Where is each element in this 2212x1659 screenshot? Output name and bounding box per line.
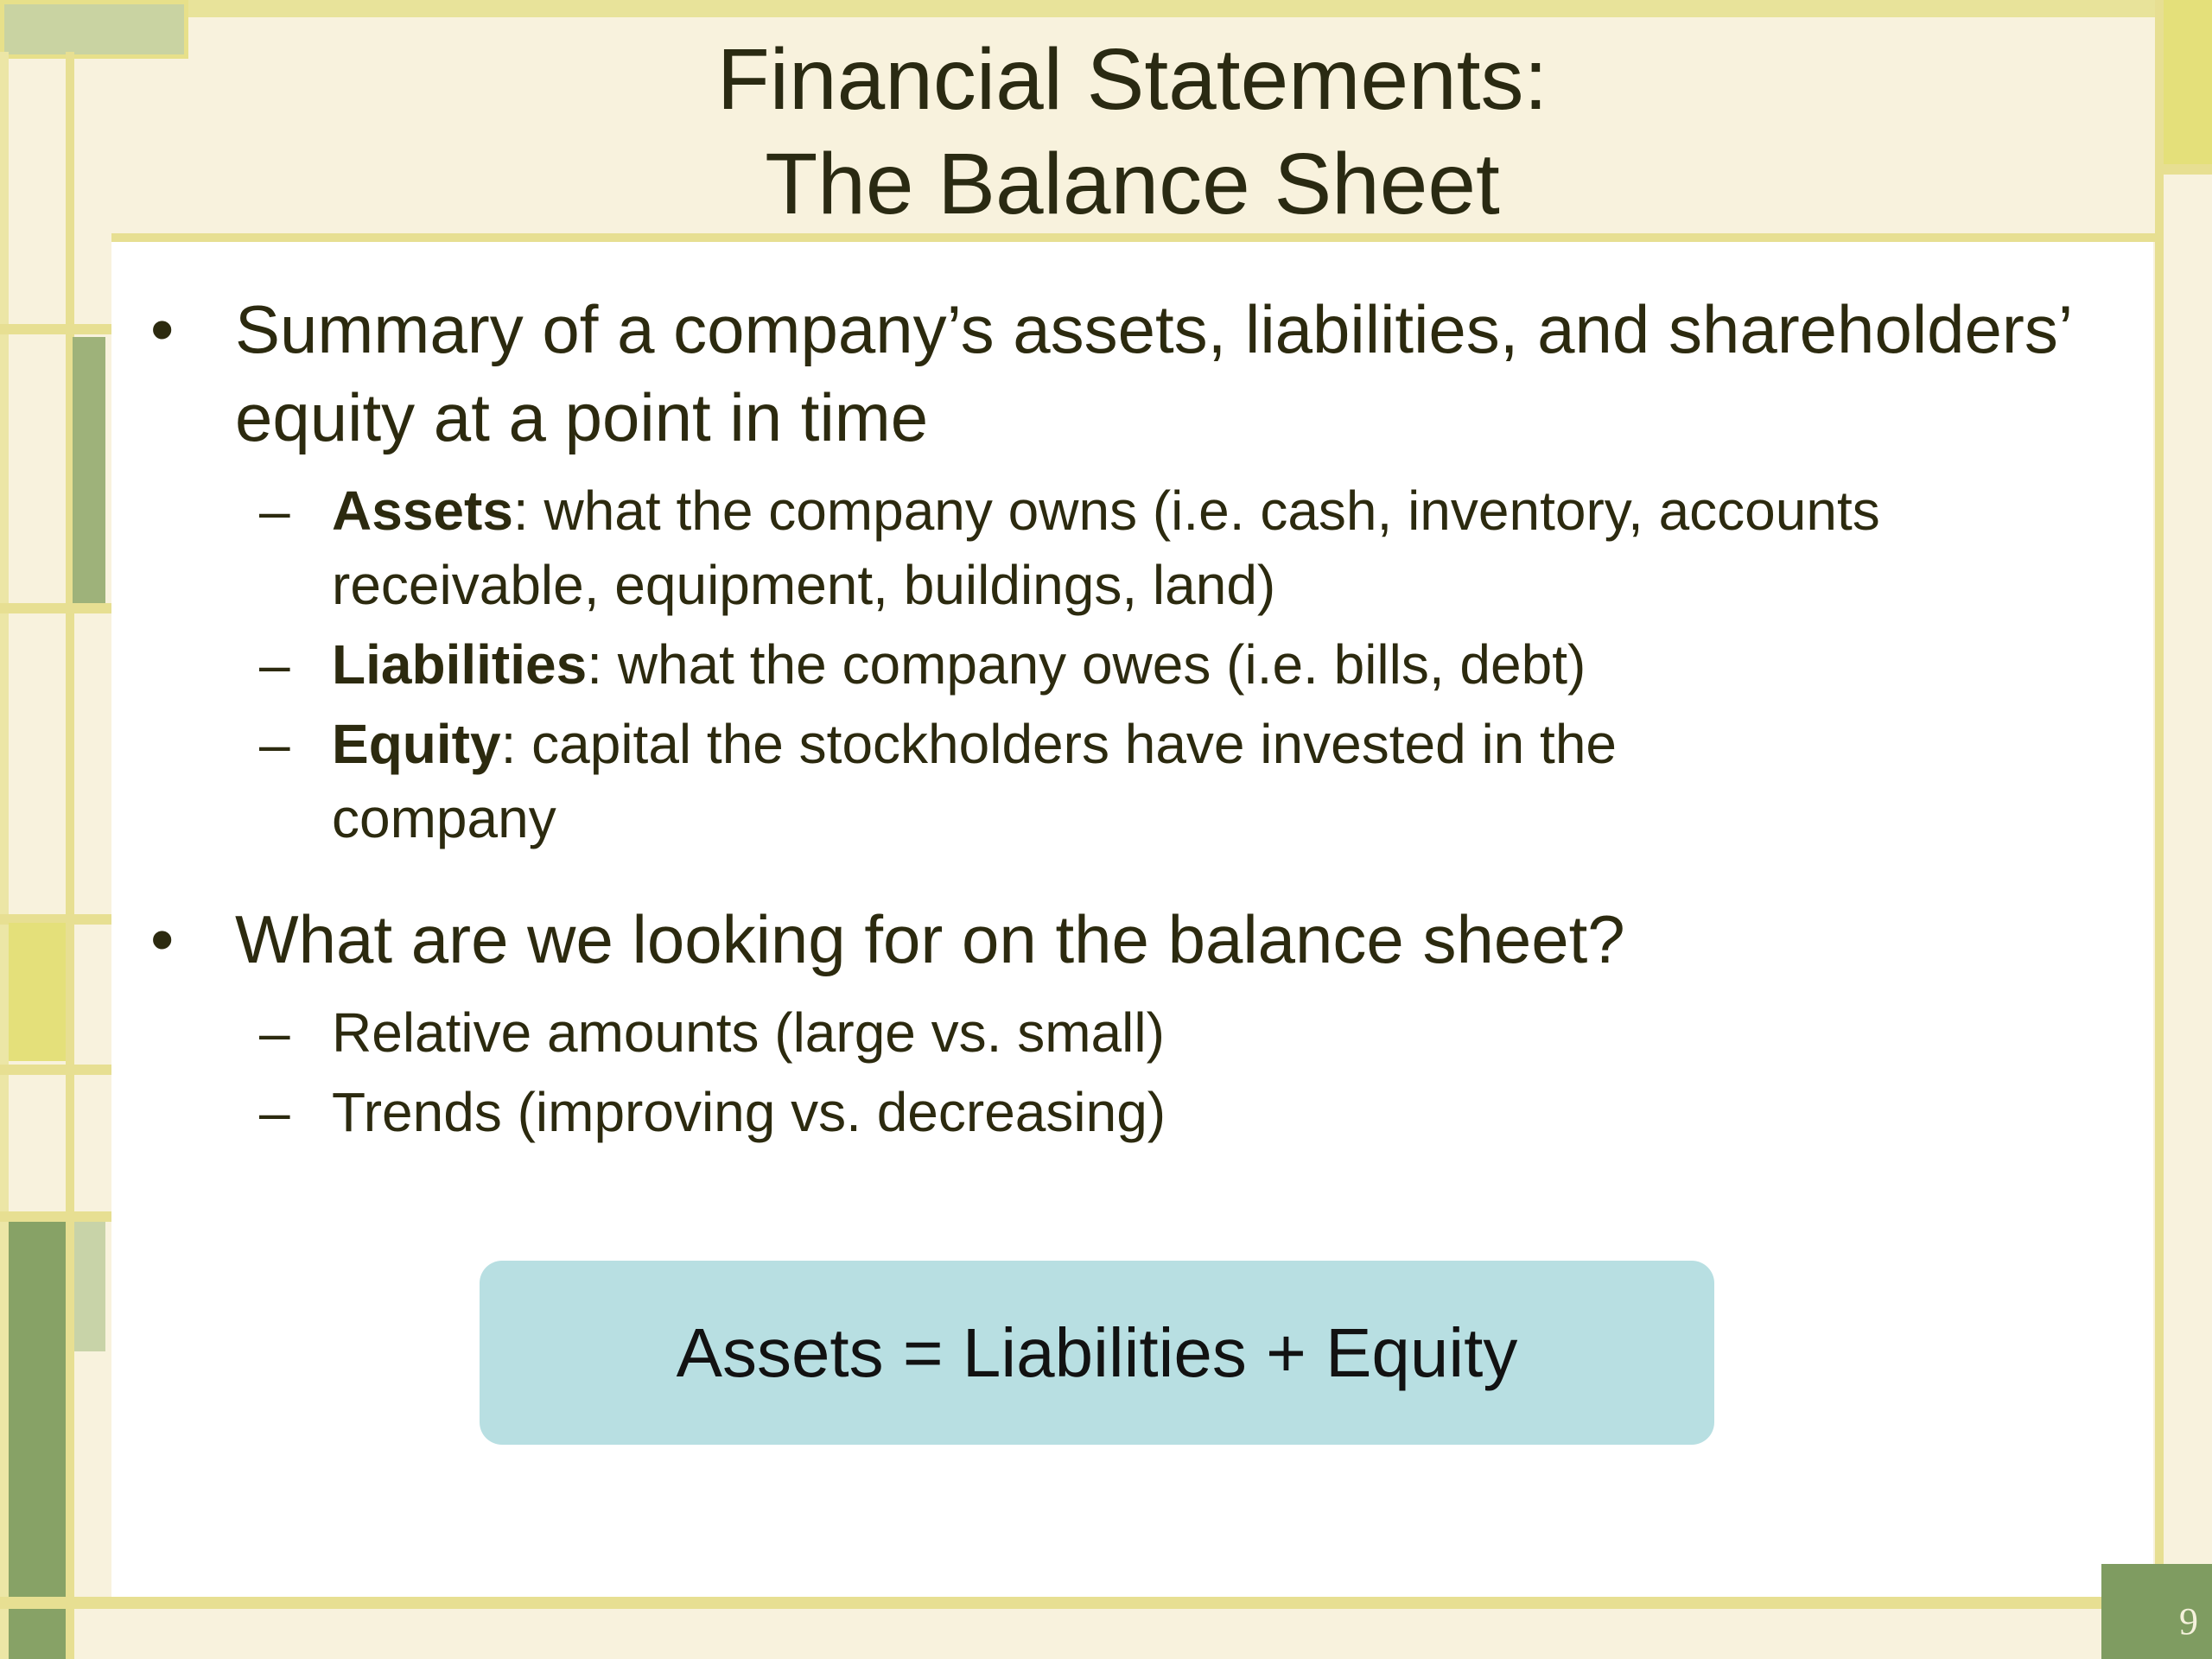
sub-bullet-marker: – [259, 633, 290, 696]
deco-top-bar [0, 0, 2212, 17]
deco-right-column [2155, 0, 2164, 1659]
bullet-marker: • [150, 901, 175, 977]
slide-title [111, 28, 2153, 237]
deco-left-divider-5 [0, 1211, 112, 1222]
sub-bullet-text: : what the company owns (i.e. cash, inventory, accounts receivable, equipment, buildings, land) [332, 480, 1880, 616]
title-line-2: The Balance Sheet [765, 136, 1500, 232]
equation-text: Assets = Liabilities + Equity [676, 1313, 1518, 1391]
equation-box [480, 1261, 1714, 1445]
deco-right-divider [2155, 164, 2212, 175]
sub-bullet-item [138, 1075, 2126, 1149]
sub-bullet-text: : capital the stockholders have invested in the company [332, 713, 1617, 849]
sub-bullet-marker: – [259, 480, 290, 542]
sub-bullet-text: : what the company owes (i.e. bills, debt) [587, 633, 1586, 696]
sub-bullet-text: Relative amounts (large vs. small) [332, 1001, 1165, 1064]
title-line-1: Financial Statements: [716, 31, 1548, 128]
bullet-text: Summary of a company’s assets, liabilities, and shareholders’ equity at a point in time [235, 291, 2071, 455]
bullet-marker: • [150, 291, 175, 367]
deco-left-column-outer [0, 52, 9, 1659]
deco-bottom-bar [0, 1597, 2212, 1609]
deco-left-column-inner [66, 52, 74, 1659]
deco-right-yellow-block [2164, 0, 2212, 164]
sub-bullet-item [138, 474, 2126, 622]
bullet-item [138, 285, 2126, 461]
sub-bullet-item [138, 627, 2126, 702]
sub-bullet-term: Assets [332, 480, 513, 542]
deco-left-divider-4 [0, 1065, 112, 1075]
page-number: 9 [2101, 1564, 2212, 1659]
sub-bullet-item [138, 995, 2126, 1070]
sub-bullet-marker: – [259, 1001, 290, 1064]
sub-bullet-text: Trends (improving vs. decreasing) [332, 1081, 1166, 1143]
deco-left-green-block [9, 1222, 66, 1659]
sub-bullet-term: Liabilities [332, 633, 588, 696]
bullet-text: What are we looking for on the balance sheet? [235, 901, 1625, 977]
sub-bullet-term: Equity [332, 713, 501, 775]
deco-left-divider-2 [0, 603, 112, 613]
deco-left-divider-1 [0, 324, 112, 334]
sub-bullet-marker: – [259, 1081, 290, 1143]
bullet-list [138, 285, 2126, 1154]
sub-bullet-item [138, 707, 1844, 855]
deco-left-yellow-block [9, 923, 66, 1061]
bullet-gap [138, 861, 2126, 895]
deco-left-pale-block [74, 1222, 105, 1351]
bullet-item [138, 895, 2126, 983]
sub-bullet-marker: – [259, 713, 290, 775]
deco-left-green-strip [73, 337, 105, 605]
